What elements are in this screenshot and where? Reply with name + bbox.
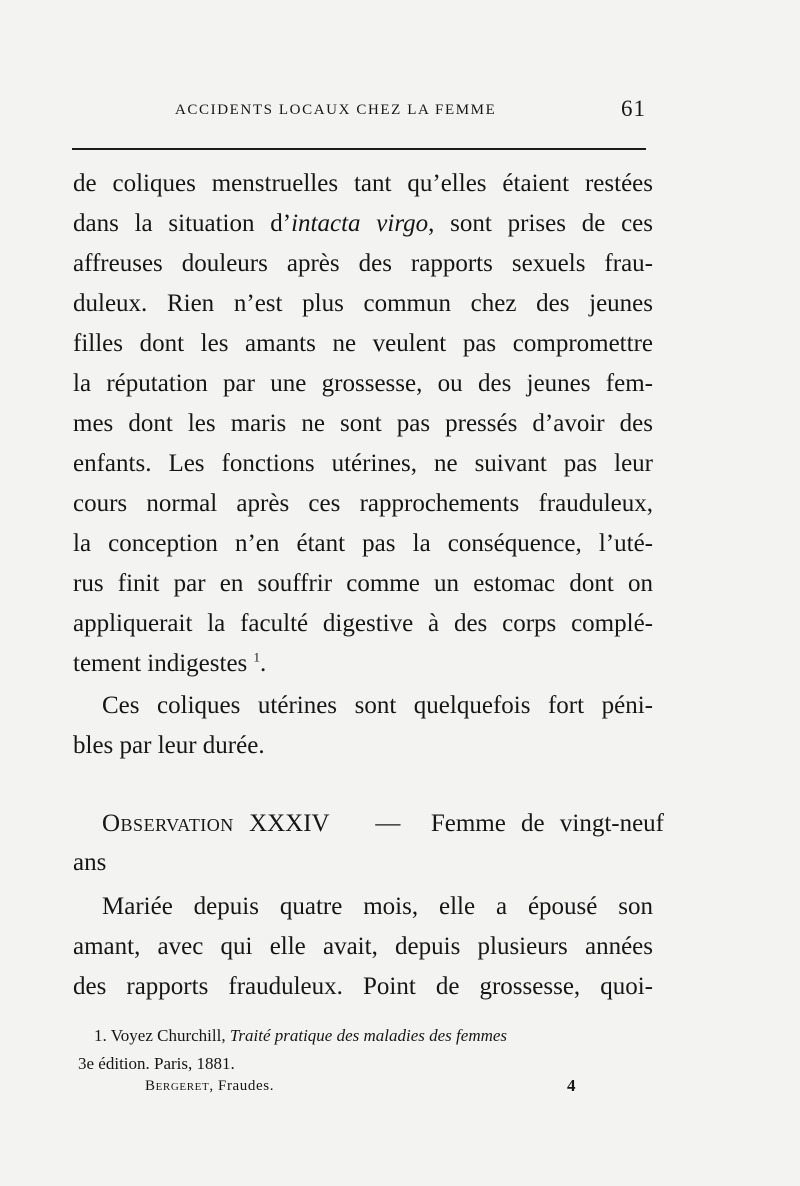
signature-line <box>145 1078 274 1095</box>
signature-author: Bergeret <box>145 1078 210 1094</box>
header-rule <box>72 148 646 150</box>
running-head: ACCIDENTS LOCAUX CHEZ LA FEMME <box>175 102 497 118</box>
body-line: appliquerait la faculté digestive à des corps complé- <box>73 610 653 637</box>
body-line: amant, avec qui elle avait, depuis plusieurs années <box>73 933 653 960</box>
footnote-text: Voyez Churchill, <box>110 1026 230 1045</box>
observation-heading-cont: ans <box>73 849 107 876</box>
body-line: la conception n’en étant pas la conséquence, l’uté- <box>73 530 653 557</box>
observation-label: Observation <box>102 810 234 837</box>
body-line <box>73 644 653 684</box>
footnote-title: Traité pratique des maladies des femmes <box>229 1026 508 1045</box>
body-text: tement indigestes <box>73 650 254 677</box>
body-line: des rapports frauduleux. Point de grossesse, quoi- <box>73 973 653 1000</box>
observation-number: XXXIV <box>249 810 330 837</box>
observation-title: Femme de vingt-neuf <box>430 810 665 837</box>
body-line: Ces coliques utérines sont quelquefois fort péni- <box>102 692 653 719</box>
observation-heading <box>102 804 664 844</box>
latin-phrase: intacta virgo <box>291 210 429 237</box>
body-line: affreuses douleurs après des rapports sexuels frau- <box>73 250 653 277</box>
body-text: , sont prises de ces <box>428 210 653 237</box>
body-line: la réputation par une grossesse, ou des jeunes fem- <box>73 370 653 397</box>
body-line: bles par leur durée. <box>73 732 265 759</box>
body-line: Mariée depuis quatre mois, elle a épousé son <box>102 893 653 920</box>
body-text: dans la situation d’ <box>73 210 292 237</box>
body-line: cours normal après ces rapprochements frauduleux, <box>73 490 653 517</box>
footnote-marker: 1. <box>94 1026 107 1045</box>
body-line: de coliques menstruelles tant qu’elles étaient restées <box>73 170 653 197</box>
signature-mark: 4 <box>567 1076 576 1095</box>
body-line: rus finit par en souffrir comme un estomac dont on <box>73 570 653 597</box>
body-line: duleux. Rien n’est plus commun chez des jeunes <box>73 290 653 317</box>
body-line: mes dont les maris ne sont pas pressés d’avoir des <box>73 410 653 437</box>
observation-dash: — <box>375 810 401 837</box>
footnote-reference: 1 <box>253 649 261 665</box>
page-number: 61 <box>621 96 646 121</box>
body-line: enfants. Les fonctions utérines, ne suivant pas leur <box>73 450 653 477</box>
body-line: filles dont les amants ne veulent pas compromettre <box>73 330 653 357</box>
body-line <box>73 204 653 244</box>
body-text: . <box>260 650 267 677</box>
signature-work: , Fraudes. <box>209 1078 275 1094</box>
footnote <box>94 1023 507 1049</box>
footnote-line: 3e édition. Paris, 1881. <box>78 1054 235 1073</box>
